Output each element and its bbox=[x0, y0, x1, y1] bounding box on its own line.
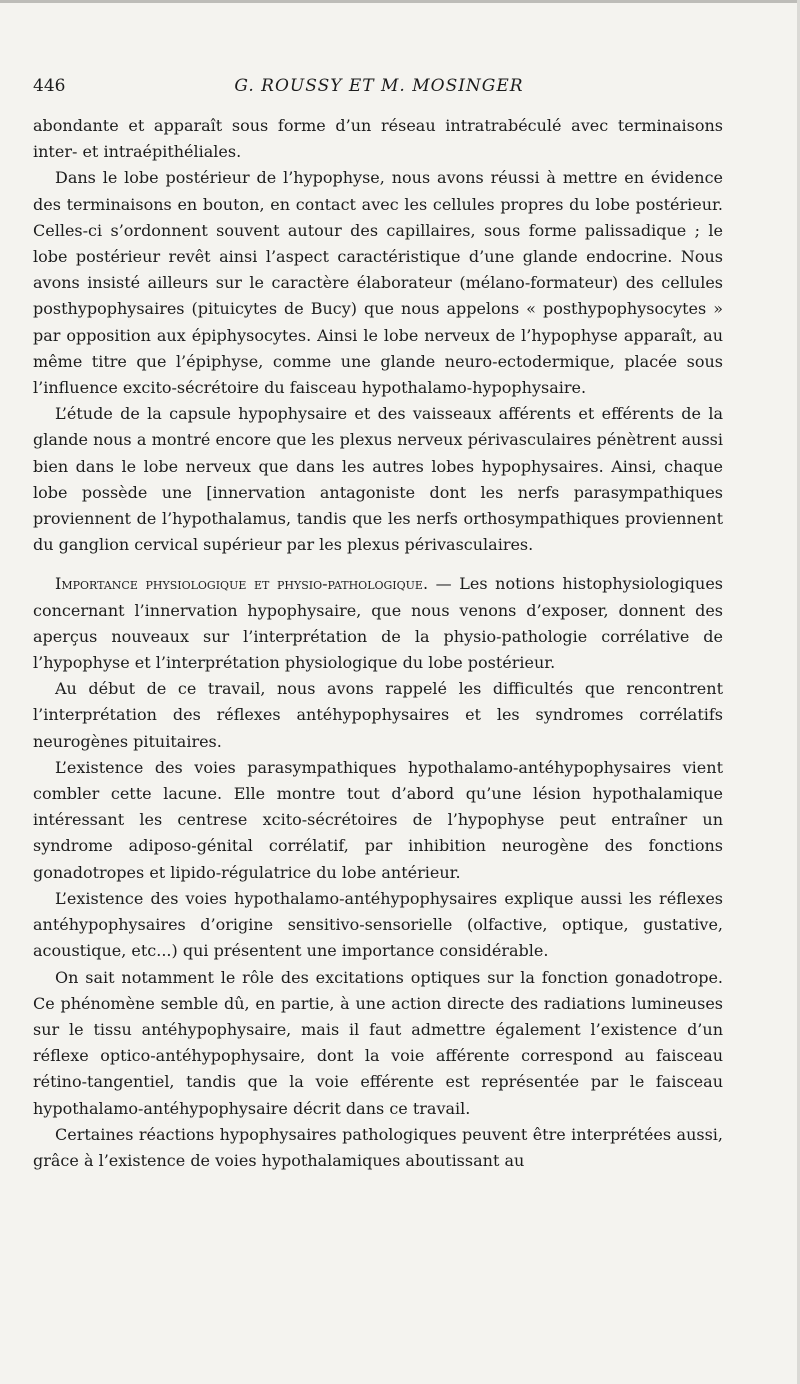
paragraph-7: L’existence des voies hypothalamo-antéhypophysaires explique aussi les réflexes antéhypophysaires d’origine sensitivo-sensorielle (olfactive, optique, gustative, acoustique, etc...) qui présentent une importance considérable. bbox=[33, 888, 723, 961]
scan-top-edge bbox=[0, 0, 800, 3]
paragraph-1: abondante et apparaît sous forme d’un réseau intratrabéculé avec terminaisons inter- et intraépithéliales. bbox=[33, 116, 723, 162]
running-title: G. ROUSSY ET M. MOSINGER bbox=[234, 76, 524, 96]
paragraph-5: Au début de ce travail, nous avons rappelé les difficultés que rencontrent l’interprétation des réflexes antéhypophysaires et les syndromes corrélatifs neurogènes pituitaires. bbox=[33, 679, 723, 751]
paragraph-3: L’étude de la capsule hypophysaire et des vaisseaux afférents et efférents de la glande nous a montré encore que les plexus nerveux périvasculaires pénètrent aussi bien dans le lobe nerveux que dans les autres lobes hypophysaires. Ainsi, chaque lobe possède une [innervation antagoniste dont les nerfs parasympathiques proviennent de l’hypothalamus, tandis que les nerfs orthosympathiques proviennent du ganglion cervical supérieur par les plexus périvasculaires. bbox=[33, 404, 723, 555]
page-header bbox=[33, 74, 725, 98]
section-heading-text: — Les notions histophysiologiques concernant l’innervation hypophysaire, que nous venons d’exposer, donnent des aperçus nouveaux sur l’interprétation de la physio-pathologie corrélative de l’hypophyse et l’interprétation physiologique du lobe postérieur. bbox=[33, 574, 723, 673]
section-heading: Importance physiologique et physio-pathologique. bbox=[55, 574, 429, 594]
paragraph-6: L’existence des voies parasympathiques hypothalamo-antéhypophysaires vient combler cette lacune. Elle montre tout d’abord qu’une lésion hypothalamique intéressant les centrese xcito-sécrétoires de l’hypophyse peut entraîner un syndrome adiposo-génital corrélatif, par inhibition neurogène des fonctions gonadotropes et lipido-régulatrice du lobe antérieur. bbox=[33, 757, 723, 882]
paragraph-8: On sait notamment le rôle des excitations optiques sur la fonction gonadotrope. Ce phénomène semble dû, en partie, à une action directe des radiations lumineuses sur le tissu antéhypophysaire, mais il faut admettre également l’existence d’un réflexe optico-antéhypophysaire, dont la voie afférente correspond au faisceau rétino-tangentiel, tandis que la voie efférente est représentée par le faisceau hypothalamo-antéhypophysaire décrit dans ce travail. bbox=[33, 967, 723, 1118]
paragraph-9: Certaines réactions hypophysaires pathologiques peuvent être interprétées aussi, grâce à l’existence de voies hypothalamiques aboutissant au bbox=[33, 1124, 723, 1170]
page-number: 446 bbox=[33, 76, 66, 96]
paragraph-2: Dans le lobe postérieur de l’hypophyse, nous avons réussi à mettre en évidence des terminaisons en bouton, en contact avec les cellules propres du lobe postérieur. Celles-ci s’ordonnent souvent autour des capillaires, sous forme palissadique ; le lobe postérieur revêt ainsi l’aspect caractéristique d’une glande endocrine. Nous avons insisté ailleurs sur le caractère élaborateur (mélano-formateur) des cellules posthypophysaires (pituicytes de Bucy) que nous appelons « posthypophysocytes » par opposition aux épiphysocytes. Ainsi le lobe nerveux de l’hypophyse apparaît, au même titre que l’épiphyse, comme une glande neuro-ectodermique, placée sous l’influence excito-sécrétoire du faisceau hypothalamo-hypophysaire. bbox=[33, 168, 723, 398]
paragraph-importance bbox=[33, 571, 723, 676]
body-text bbox=[33, 113, 723, 1174]
